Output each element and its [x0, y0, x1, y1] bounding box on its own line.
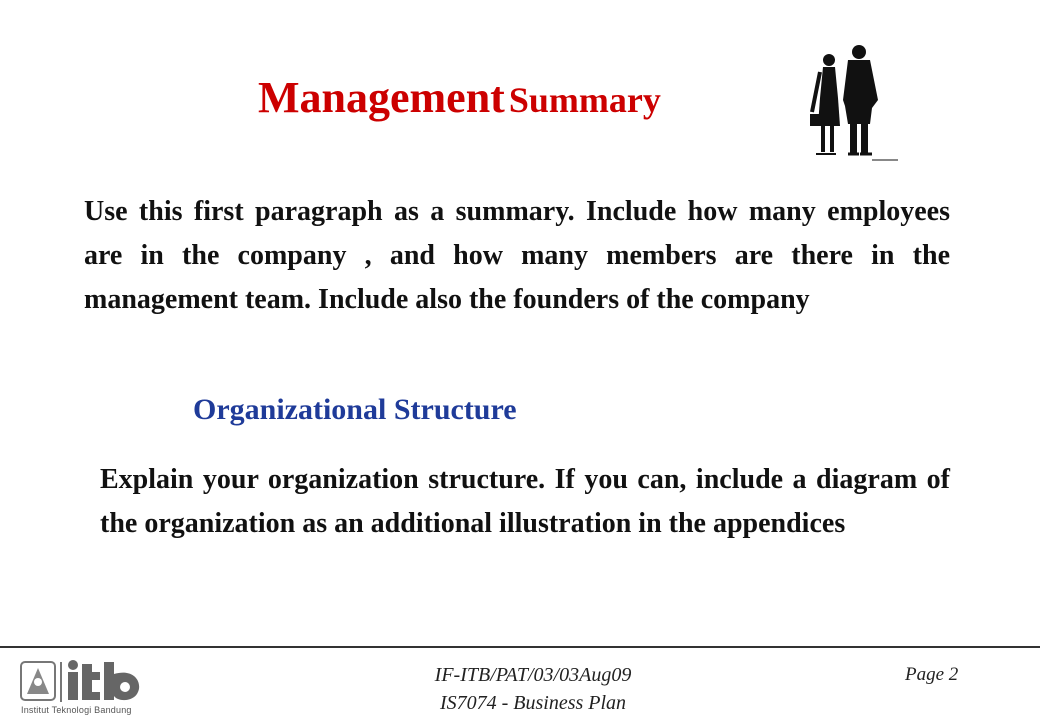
logo-caption: Institut Teknologi Bandung: [21, 705, 132, 715]
title-part-1: Management: [258, 73, 505, 122]
footer-document-code: IF-ITB/PAT/03/03Aug09: [434, 664, 632, 686]
summary-paragraph: Use this first paragraph as a summary. Include how many employees are in the company , and how many members are there in the management team. Include also the founders of the company: [84, 196, 950, 315]
business-people-icon: [800, 40, 900, 164]
footer-divider: [0, 646, 1040, 648]
page-number: Page 2: [905, 664, 959, 685]
footer-course-name: IS7074 - Business Plan: [439, 692, 627, 714]
organization-paragraph: Explain your organization structure. If you can, include a diagram of the organization as an additional illustration in the appendices: [100, 464, 950, 539]
organizational-structure-heading: Organizational Structure: [193, 393, 517, 426]
slide-title: [258, 73, 661, 122]
title-part-2: Summary: [508, 80, 661, 120]
